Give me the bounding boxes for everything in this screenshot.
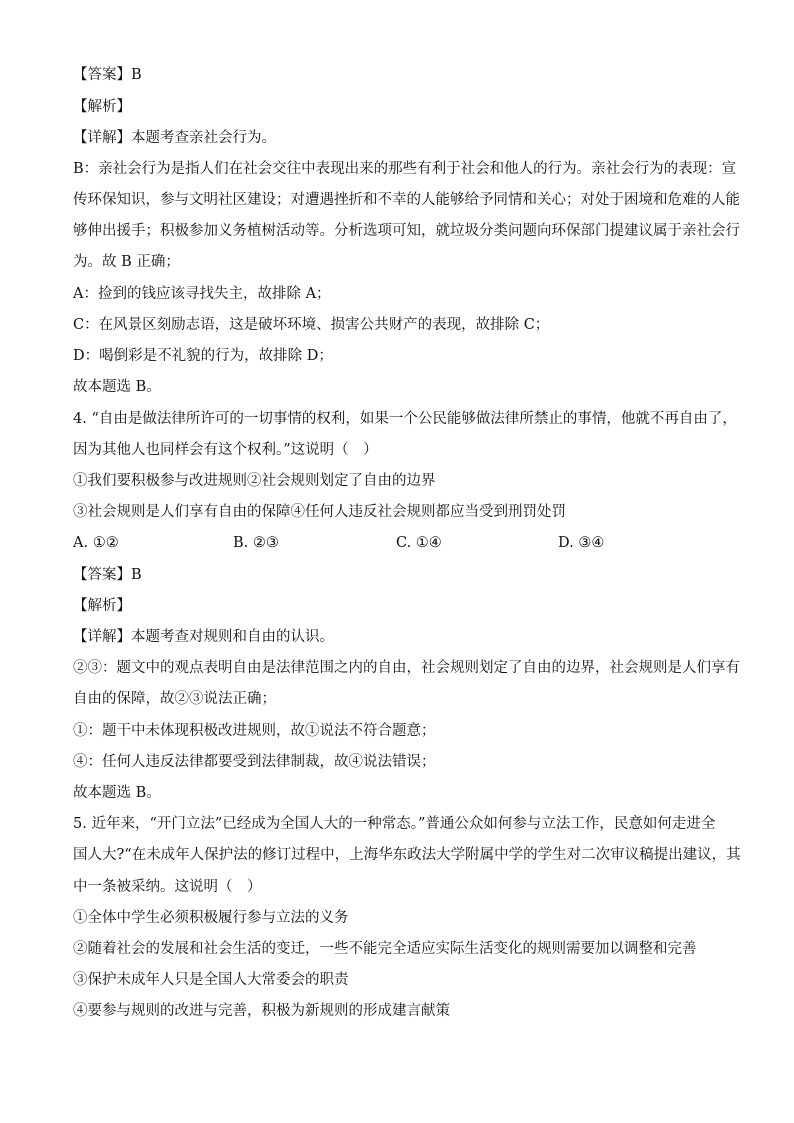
explanation-line: ①：题干中未体现积极改进规则，故①说法不符合题意； [73, 723, 436, 739]
statement-line: ①全体中学生必须积极履行参与立法的义务 [73, 910, 349, 926]
explanation-line: 传环保知识，参与文明社区建设；对遭遇挫折和不幸的人能够给予同情和关心；对处于困境和危难的人能 [73, 192, 740, 208]
detail-line: 【详解】本题考查对规则和自由的认识。 [73, 629, 334, 645]
explanation-line: D：喝倒彩是不礼貌的行为，故排除 D； [73, 348, 333, 364]
option-a: A. ①② [73, 535, 119, 551]
analysis-label: 【解析】 [73, 598, 131, 614]
statement-line: ④要参与规则的改进与完善，积极为新规则的形成建言献策 [73, 1003, 450, 1019]
answer-label: 【答案】B [73, 567, 142, 583]
option-b: B. ②③ [233, 535, 279, 551]
explanation-line: B：亲社会行为是指人们在社会交往中表现出来的那些有利于社会和他人的行为。亲社会行为的表现：宣 [73, 161, 737, 177]
question-stem: 因为其他人也同样会有这个权利。”这说明（ ） [73, 442, 378, 458]
explanation-line: ②③：题文中的观点表明自由是法律范围之内的自由，社会规则划定了自由的边界，社会规则是人们享有 [73, 660, 740, 676]
conclusion-line: 故本题选 B。 [73, 379, 161, 395]
explanation-line: C：在风景区刻励志语，这是破坏环境、损害公共财产的表现，故排除 C； [73, 317, 550, 333]
explanation-line: 为。故 B 正确； [73, 254, 180, 270]
statement-line: ③社会规则是人们享有自由的保障④任何人违反社会规则都应当受到刑罚处罚 [73, 504, 566, 520]
question-stem: 4. “自由是做法律所许可的一切事情的权利，如果一个公民能够做法律所禁止的事情，他就不再自由了， [73, 411, 737, 427]
answer-label: 【答案】B [73, 67, 142, 83]
statement-line: ③保护未成年人只是全国人大常委会的职责 [73, 972, 349, 988]
statement-line: ②随着社会的发展和社会生活的变迁，一些不能完全适应实际生活变化的规则需要加以调整和完善 [73, 941, 697, 957]
conclusion-line: 故本题选 B。 [73, 785, 161, 801]
explanation-line: 自由的保障，故②③说法正确； [73, 691, 276, 707]
option-c: C. ①④ [396, 535, 442, 551]
question-stem: 中一条被采纳。这说明（ ） [73, 879, 262, 895]
analysis-label: 【解析】 [73, 99, 131, 115]
detail-line: 【详解】本题考查亲社会行为。 [73, 130, 276, 146]
question-stem: 国人大?“在未成年人保护法的修订过程中，上海华东政法大学附属中学的学生对二次审议稿提出建议，其 [73, 847, 741, 863]
explanation-line: A：捡到的钱应该寻找失主，故排除 A； [73, 286, 331, 302]
statement-line: ①我们要积极参与改进规则②社会规则划定了自由的边界 [73, 473, 436, 489]
explanation-line: ④：任何人违反法律都要受到法律制裁，故④说法错误； [73, 754, 436, 770]
option-d: D. ③④ [558, 535, 605, 551]
question-stem: 5. 近年来，“开门立法”已经成为全国人大的一种常态。”普通公众如何参与立法工作，民意如何走进全 [73, 816, 716, 832]
explanation-line: 够伸出援手；积极参加义务植树活动等。分析选项可知，就垃圾分类问题向环保部门提建议属于亲社会行 [73, 223, 740, 239]
